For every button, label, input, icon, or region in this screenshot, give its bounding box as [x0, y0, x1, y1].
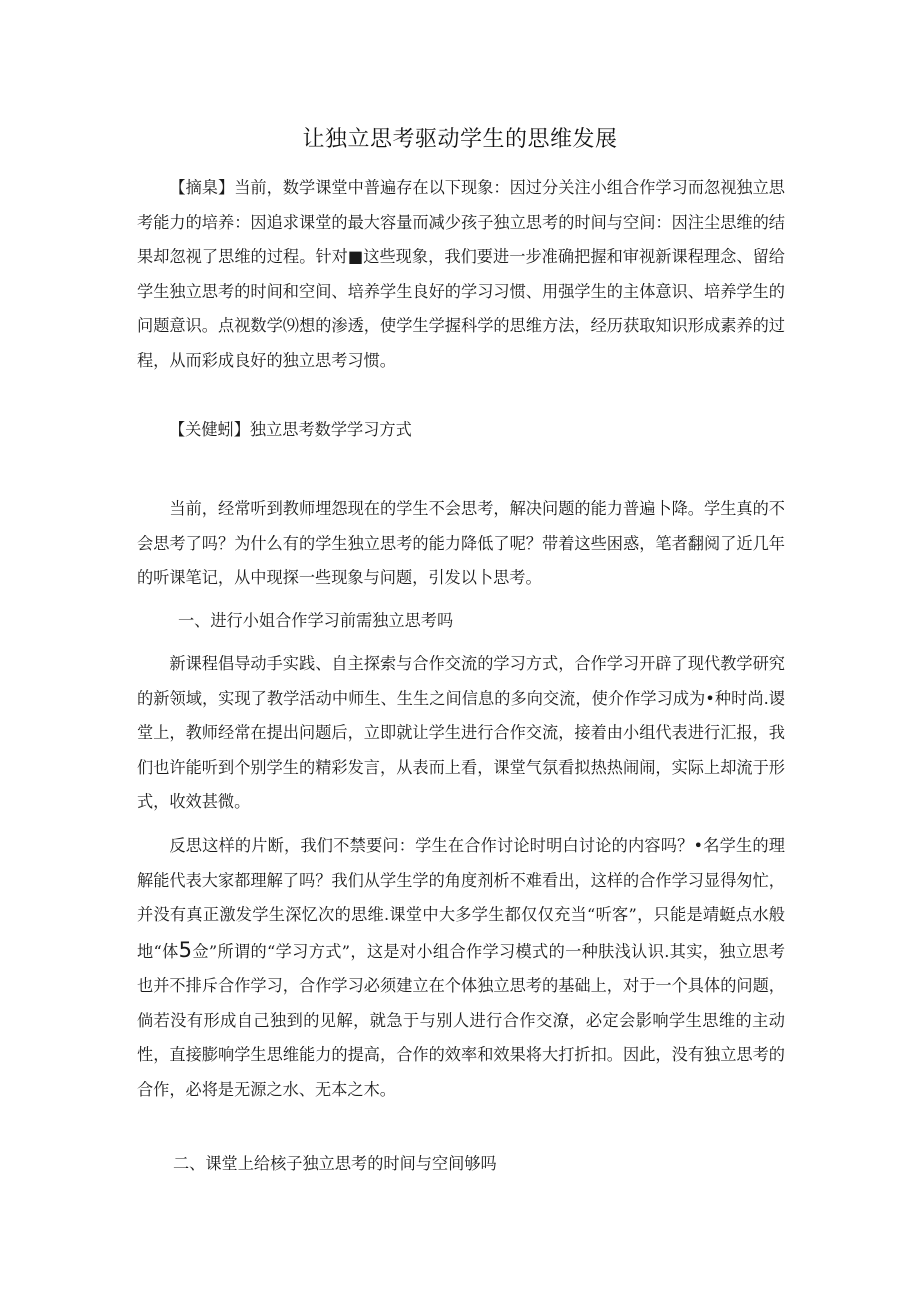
section-1-paragraph-2-text-b: 佥”所谓的“学习方式”，这是对小组合作学习模式的一种肤浅认识.其实，独立思考也并不排斥合作学习，合作学习必须建立在个体独立思考的基础上，对于一个具体的问题，倘若没有形成自己独到的见解，就急于与别人进行合作交潦，必定会影响学生思维的主动性，直接膨响学生思维能力的提高，合作的效率和效果将大打折扣。因此，没有独立思考的合作，必将是无源之水、无本之木。: [137, 941, 785, 1099]
abstract-paragraph: 【摘臬】当前，数学课堂中普遍存在以下现象：因过分关注小组合作学习而忽视独立思考能力的培养：因追求课堂的最大容量而减少孩子独立思考的时间与空间：因注尘思维的结果却忽视了思维的过程。针对■这些现象，我们要进一步准确把握和审视新课程理念、留给学生独立思考的时间和空间、培养学生良好的学习习惯、用强学生的主体意识、培养学生的问题意识。点视数学⑼想的渗透，使学生学握科学的思维方法，经历获取知识形成素养的过程，从而彩成良好的独立思考习惯。: [137, 178, 785, 370]
section-1-paragraph-2-digit: 5: [178, 937, 193, 962]
section-1-heading: 一、进行小姐合作学习前需独立思考吗: [178, 611, 454, 630]
keywords-line: 【关健蚓】独立思考数学学习方式: [169, 420, 412, 439]
section-1-paragraph-2-text-a: 反思这样的片断，我们不禁要问：学生在合作讨论时明白讨论的内容吗？•名学生的理解能代表大家都理解了吗？我们从学生学的角度剂析不难看出，这样的合作学习显得匆忙，并没有真正激发学生深忆次的思维.课堂中大多学生都仅仅充当“听客”，只能是靖蜓点水般地“体: [137, 836, 785, 961]
document-title: 让独立思考驱动学生的思维发展: [302, 127, 618, 152]
section-1-paragraph-1: 新课程倡导动手实践、自主探索与合作交流的学习方式，合作学习开辟了现代教学研究的新领域，实现了教学活动中师生、生生之间信息的多向交流，使介作学习成为•种时尚.谡堂上，教师经常在提出问题后，立即就让学生进行合作交流，接着由小组代表进行汇报，我们也许能听到个别学生的精彩发言，从表而上看，课堂气氛看拟热热闹闹，实际上却流于形式，收效甚微。: [137, 654, 785, 811]
section-1-paragraph-2: [137, 829, 785, 1107]
section-2-heading: 二、课堂上给核子独立思考的时间与空间够吗: [173, 1154, 497, 1173]
intro-paragraph: 当前，经常听到教师埋怨现在的学生不会思考，解决问题的能力普遍卜降。学生真的不会思考了吗？为什么有的学生独立思考的能力降低了呢？带着这些困惑，笔者翻阅了近几年的听课笔记，从中现探一些现象与问题，引发以卜思考。: [137, 499, 785, 587]
